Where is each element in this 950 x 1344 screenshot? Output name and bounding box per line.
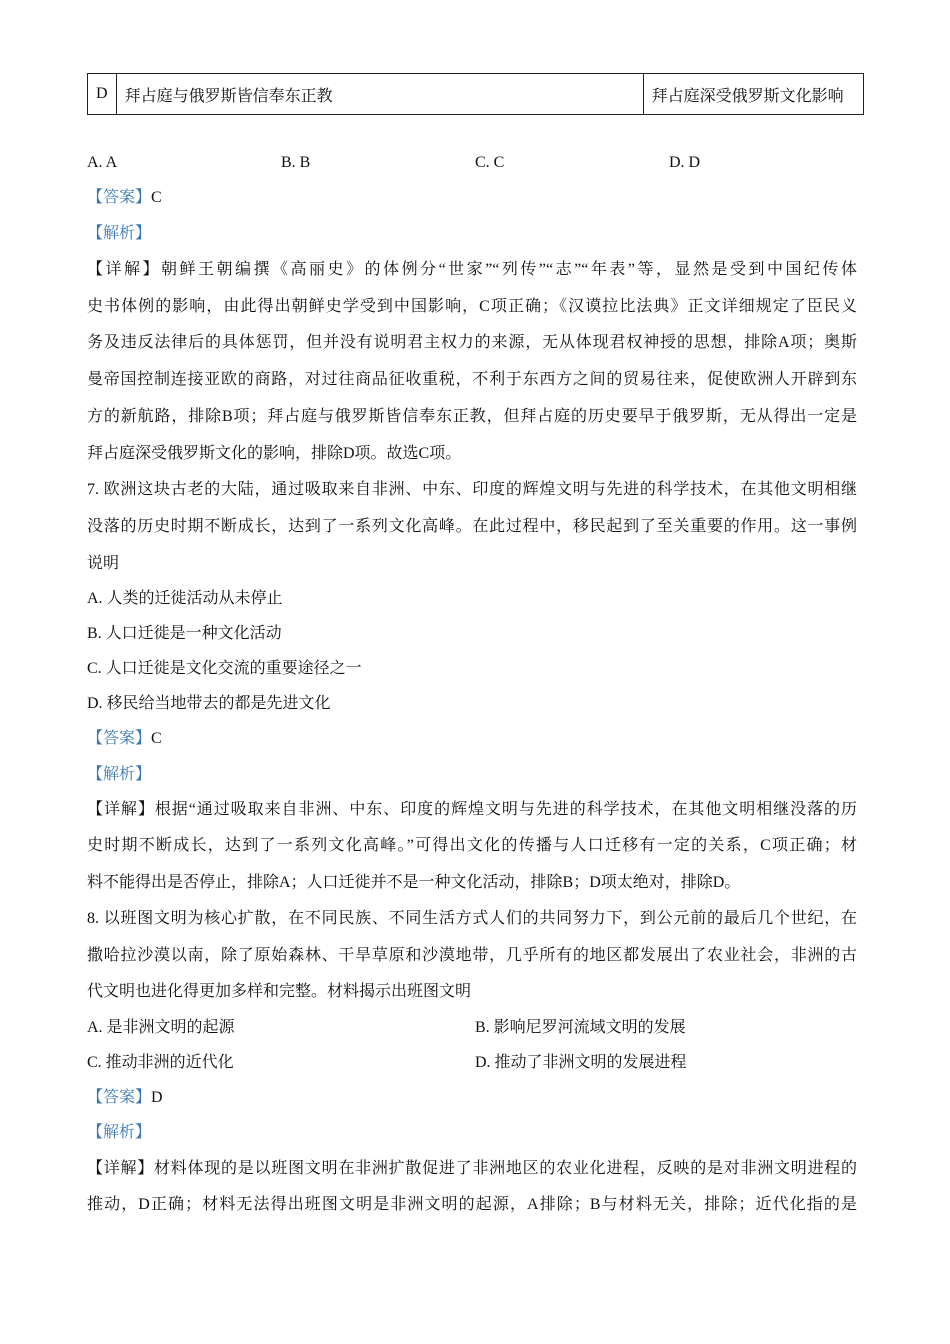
q8-option-c: C. 推动非洲的近代化 xyxy=(87,1054,234,1071)
q7-analysis-tag: 【解析】 xyxy=(87,766,152,783)
q6-analysis-tag: 【解析】 xyxy=(87,225,152,242)
q6-detail-line: 【详解】朝鲜王朝编撰《高丽史》的体例分“世家”“列传”“志”“年表”等，显然是受到中国纪传体 xyxy=(87,261,857,278)
answer-tag: 【答案】 xyxy=(87,189,152,206)
q8-answer xyxy=(87,1087,857,1109)
q7-option-a: A. 人类的迁徙活动从未停止 xyxy=(87,590,283,607)
q6-detail-line: 务及违反法律后的具体惩罚，但并没有说明君主权力的来源，无从体现君权神授的思想，排除A项；奥斯 xyxy=(87,334,857,351)
q8-detail-line: 【详解】材料体现的是以班图文明在非洲扩散促进了非洲地区的农业化进程，反映的是对非洲文明进程的 xyxy=(87,1160,857,1177)
q7-answer xyxy=(87,728,857,750)
q8-stem-line: 代文明也进化得更加多样和完整。材料揭示出班图文明 xyxy=(87,983,472,1000)
q6-detail-line: 史书体例的影响，由此得出朝鲜史学受到中国影响，C项正确；《汉谟拉比法典》正文详细规定了臣民义 xyxy=(87,298,857,315)
answer-value: C xyxy=(151,189,162,206)
q6-detail-line: 方的新航路，排除B项；拜占庭与俄罗斯皆信奉东正教，但拜占庭的历史要早于俄罗斯，无从得出一定是 xyxy=(87,408,857,425)
q8-detail-line: 推动，D正确；材料无法得出班图文明是非洲文明的起源，A排除；B与材料无关，排除；近代化指的是 xyxy=(87,1196,857,1213)
q8-option-d: D. 推动了非洲文明的发展进程 xyxy=(475,1054,687,1071)
q6-option-c: C. C xyxy=(475,154,505,171)
table-row xyxy=(88,74,864,115)
answer-tag: 【答案】 xyxy=(87,730,152,747)
q7-detail-line: 【详解】根据“通过吸取来自非洲、中东、印度的辉煌文明与先进的科学技术，在其他文明相继没落的历 xyxy=(87,801,857,818)
q7-detail-line: 史时期不断成长，达到了一系列文化高峰。”可得出文化的传播与人口迁移有一定的关系，C项正确；材 xyxy=(87,837,857,854)
q7-stem-line: 7. 欧洲这块古老的大陆，通过吸取来自非洲、中东、印度的辉煌文明与先进的科学技术，在其他文明相继 xyxy=(87,481,857,498)
q8-analysis-tag: 【解析】 xyxy=(87,1124,152,1141)
q6-answer xyxy=(87,187,857,209)
q6-detail-line: 拜占庭深受俄罗斯文化的影响，排除D项。故选C项。 xyxy=(87,445,462,462)
answer-tag: 【答案】 xyxy=(87,1089,152,1106)
q8-stem-line: 8. 以班图文明为核心扩散，在不同民族、不同生活方式人们的共同努力下，到公元前的最后几个世纪，在 xyxy=(87,910,857,927)
q6-option-b: B. B xyxy=(281,154,311,171)
q7-stem-line: 说明 xyxy=(87,555,120,572)
q7-detail-line: 料不能得出是否停止，排除A；人口迁徙并不是一种文化活动，排除B；D项太绝对，排除D。 xyxy=(87,874,741,891)
answer-value: D xyxy=(151,1089,163,1106)
row-content: 拜占庭与俄罗斯皆信奉东正教 xyxy=(116,74,643,115)
answer-value: C xyxy=(151,730,162,747)
row-label: D xyxy=(88,74,117,115)
q6-option-d: D. D xyxy=(669,154,701,171)
options-table xyxy=(87,73,864,115)
q7-option-b: B. 人口迁徙是一种文化活动 xyxy=(87,625,282,642)
row-conclusion: 拜占庭深受俄罗斯文化影响 xyxy=(643,74,863,115)
q8-option-b: B. 影响尼罗河流域文明的发展 xyxy=(475,1019,686,1036)
q8-option-a: A. 是非洲文明的起源 xyxy=(87,1019,235,1036)
q7-stem-line: 没落的历史时期不断成长，达到了一系列文化高峰。在此过程中，移民起到了至关重要的作用。这一事例 xyxy=(87,518,857,535)
q6-detail-line: 曼帝国控制连接亚欧的商路，对过往商品征收重税，不利于东西方之间的贸易往来，促使欧洲人开辟到东 xyxy=(87,371,857,388)
q8-stem-line: 撒哈拉沙漠以南，除了原始森林、干旱草原和沙漠地带，几乎所有的地区都发展出了农业社会，非洲的古 xyxy=(87,947,857,964)
q7-option-d: D. 移民给当地带去的都是先进文化 xyxy=(87,695,331,712)
q7-option-c: C. 人口迁徙是文化交流的重要途径之一 xyxy=(87,660,362,677)
q6-option-a: A. A xyxy=(87,154,118,171)
